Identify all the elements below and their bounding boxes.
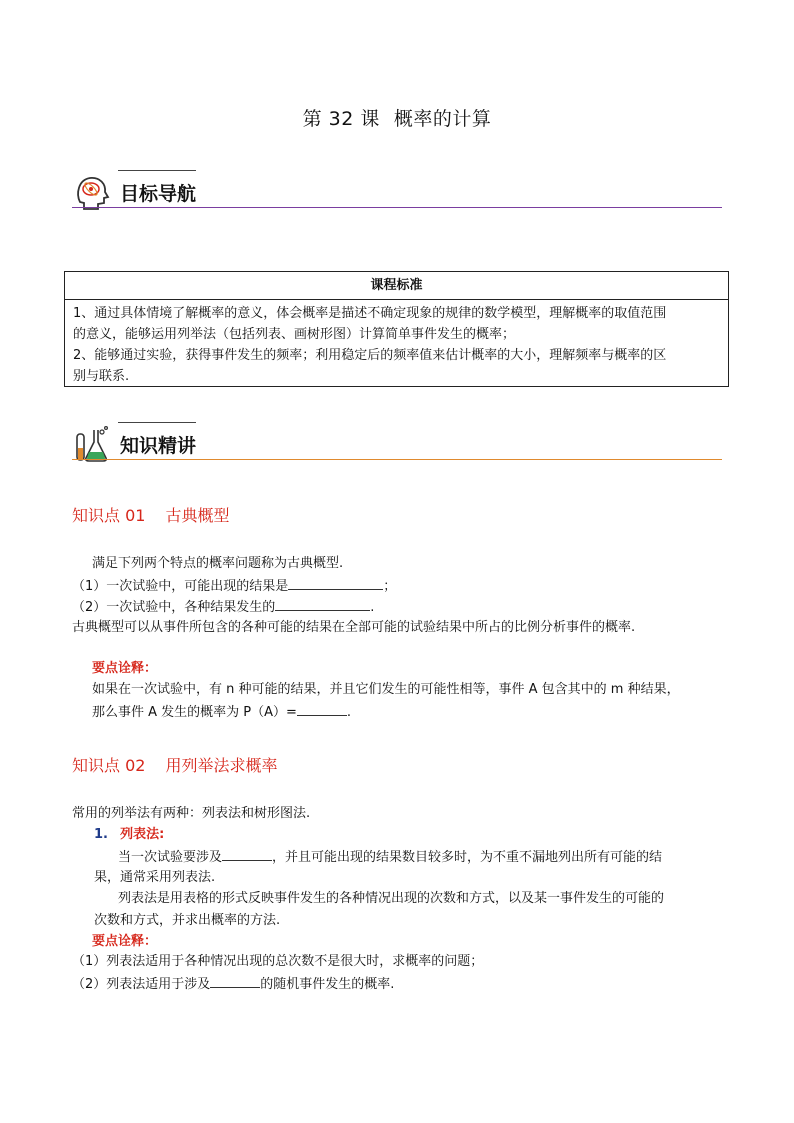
kp1-note-line-2 — [92, 703, 351, 722]
kp2-note2-suffix: 的随机事件发生的概率. — [260, 977, 395, 992]
knowledge-point-1-heading — [72, 503, 229, 526]
fill-blank — [210, 975, 260, 988]
section-top-rule — [118, 170, 196, 171]
kp2-p1-prefix: 当一次试验要涉及 — [118, 850, 223, 865]
course-standards-table — [64, 271, 729, 387]
fill-blank — [275, 598, 370, 611]
standard-item-1-line-1: 1、通过具体情境了解概率的意义，体会概率是描述不确定现象的规律的数学模型，理解概率的取值范围 — [73, 306, 667, 321]
kp2-number: 知识点 02 — [72, 756, 146, 775]
kp1-title: 古典概型 — [165, 506, 230, 525]
fill-blank — [222, 848, 272, 861]
standard-item-2-line-1: 2、能够通过实验，获得事件发生的频率；利用稳定后的频率值来估计概率的大小，理解频率与概率的区 — [73, 348, 667, 363]
thinking-head-icon — [72, 172, 112, 212]
section-goal-label: 目标导航 — [120, 183, 197, 205]
standards-header: 课程标准 — [65, 272, 728, 300]
kp2-note-1: （1）列表法适用于各种情况出现的总次数不是很大时，求概率的问题； — [72, 954, 484, 969]
kp1-number: 知识点 01 — [72, 506, 146, 525]
standard-item-2-line-2: 别与联系. — [73, 369, 130, 384]
kp2-note-2 — [72, 975, 394, 994]
fill-blank — [297, 703, 347, 716]
kp2-item-1 — [94, 826, 164, 844]
kp1-cond1-suffix: ； — [383, 579, 397, 594]
kp2-title: 用列举法求概率 — [165, 756, 278, 775]
kp2-intro: 常用的列举法有两种：列表法和树形图法. — [72, 806, 311, 821]
kp2-item-number: 1. — [94, 827, 108, 842]
kp1-note-formula: 那么事件 A 发生的概率为 P（A）= — [92, 705, 297, 720]
kp1-condition-2 — [72, 598, 374, 617]
kp1-cond2-suffix: . — [370, 600, 375, 615]
kp2-paragraph-1-line-1 — [118, 848, 662, 867]
fill-blank — [288, 577, 383, 590]
kp2-note-label: 要点诠释： — [92, 934, 158, 949]
kp1-intro: 满足下列两个特点的概率问题称为古典概型. — [92, 556, 344, 571]
kp2-paragraph-2-line-1: 列表法是用表格的形式反映事件发生的各种情况出现的次数和方式，以及某一事件发生的可能的 — [118, 891, 665, 906]
section-bottom-rule — [72, 207, 722, 208]
lesson-topic: 概率的计算 — [393, 108, 492, 130]
kp1-note-label: 要点诠释： — [92, 661, 158, 676]
kp1-summary: 古典概型可以从事件所包含的各种可能的结果在全部可能的试验结果中所占的比例分析事件的概率. — [72, 620, 636, 635]
section-goal-header — [72, 170, 722, 214]
kp1-note-line-1: 如果在一次试验中，有 n 种可能的结果，并且它们发生的可能性相等，事件 A 包含其中的 m 种结果， — [92, 682, 680, 697]
kp2-note2-prefix: （2）列表法适用于涉及 — [72, 977, 211, 992]
section-top-rule — [118, 422, 196, 423]
kp1-cond2-text: （2）一次试验中，各种结果发生的 — [72, 600, 276, 615]
kp2-paragraph-1-line-2: 果，通常采用列表法. — [94, 870, 216, 885]
kp1-note-suffix: . — [346, 705, 352, 720]
standard-item-1-line-2: 的意义，能够运用列举法（包括列表、画树形图）计算简单事件发生的概率； — [73, 327, 516, 342]
standards-body — [65, 300, 728, 387]
lesson-number: 第 32 课 — [302, 108, 380, 130]
knowledge-point-2-heading — [72, 753, 277, 776]
kp1-cond1-text: （1）一次试验中，可能出现的结果是 — [72, 579, 289, 594]
kp2-paragraph-2-line-2: 次数和方式，并求出概率的方法. — [94, 913, 281, 928]
lab-flask-icon — [72, 424, 112, 464]
section-bottom-rule — [72, 459, 722, 460]
kp2-p1-suffix: ，并且可能出现的结果数目较多时，为不重不漏地列出所有可能的结 — [272, 850, 663, 865]
kp1-condition-1 — [72, 577, 396, 596]
section-knowledge-header — [72, 422, 722, 466]
section-knowledge-label: 知识精讲 — [120, 435, 197, 457]
page-title — [0, 104, 794, 131]
kp2-item-label: 列表法: — [120, 827, 165, 842]
